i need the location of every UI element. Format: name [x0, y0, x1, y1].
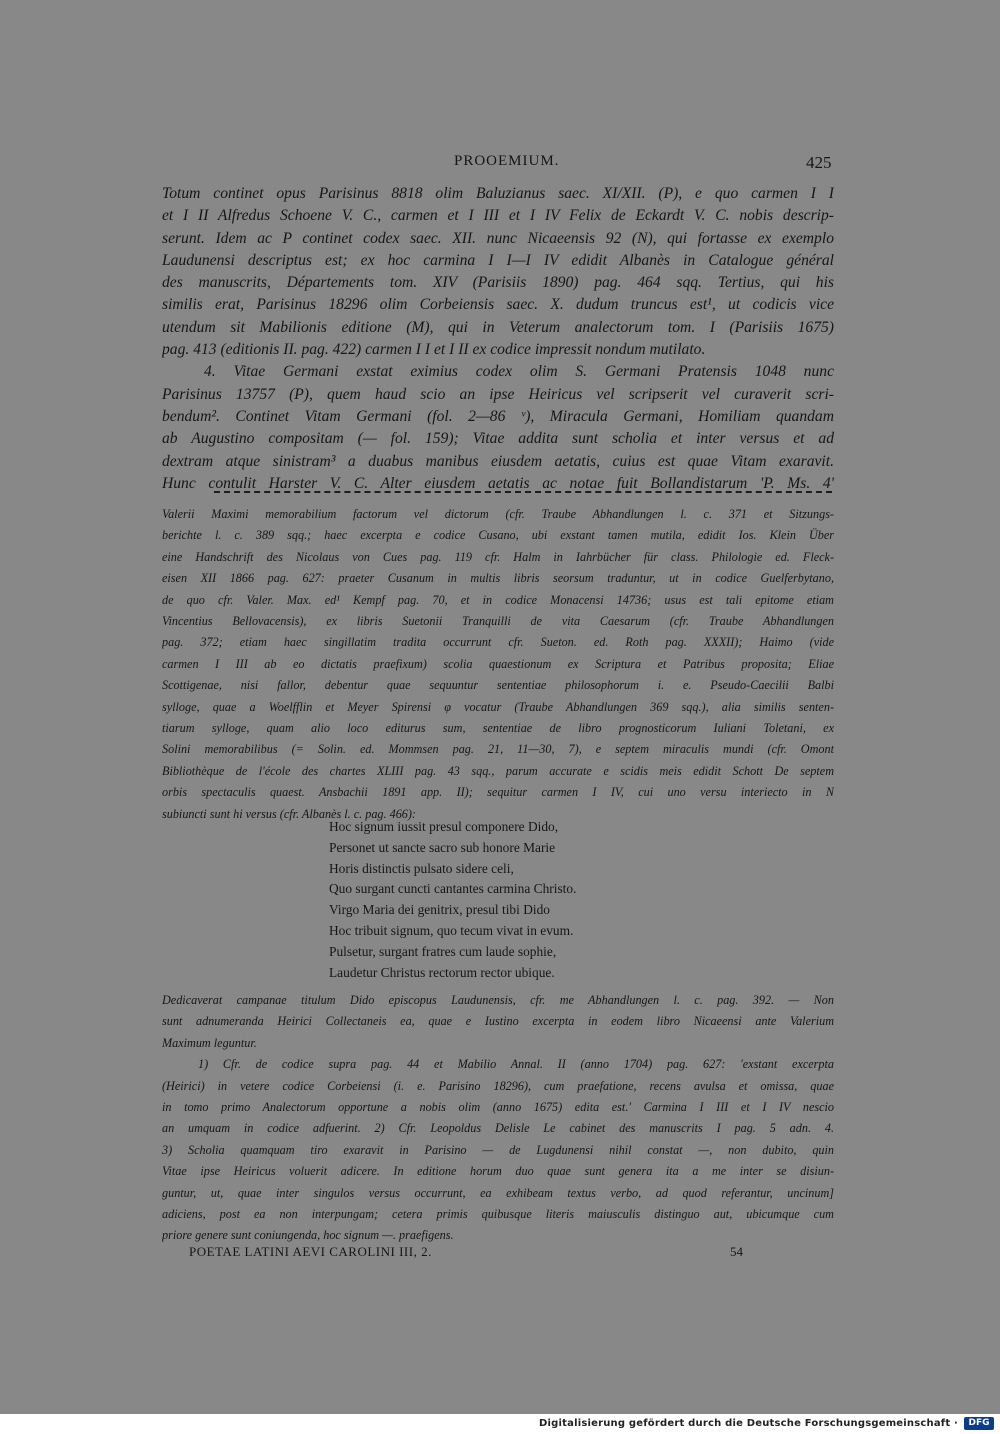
note-line: pag. 372; etiam haec singillatim tradita occurrunt cfr. Sueton. ed. Roth pag. XXXII); Haimo (vide — [162, 635, 834, 650]
footnotes — [162, 990, 834, 1247]
dfg-logo[interactable]: DFG — [964, 1417, 994, 1430]
note-line: subiuncti sunt hi versus (cfr. Albanès l. c. pag. 466): — [162, 806, 416, 821]
note-line: berichte l. c. 389 sqq.; haec excerpta e codice Cusano, ubi exstant tamen mutila, edidit Ios. Klein Über — [162, 528, 834, 543]
verse-line: Laudetur Christus rectorum rector ubique. — [329, 964, 555, 980]
footnote-divider — [214, 491, 832, 493]
main-line: pag. 413 (editionis II. pag. 422) carmen I I et I II ex codice impressit nondum mutilato. — [162, 341, 706, 359]
note-line: Maximum leguntur. — [162, 1035, 257, 1050]
verse-line: Horis distinctis pulsato sidere celi, — [329, 860, 514, 876]
signature-mark: 54 — [730, 1244, 743, 1259]
note-line: carmen I III ab eo dictatis praefixum) scolia quaestionum ex Scriptura et Patribus proposita; Eliae — [162, 656, 834, 671]
note-line: an umquam in codice adfuerint. 2) Cfr. Leopoldus Delisle Le cabinet des manuscrits I pag. 5 adn. 4. — [162, 1121, 834, 1136]
main-line: 4. Vitae Germani exstat eximius codex olim S. Germani Pratensis 1048 nunc — [204, 363, 834, 381]
note-line: eine Handschrift des Nicolaus von Cues pag. 119 cfr. Halm in Iahrbücher für class. Philologie ed. Fleck- — [162, 549, 834, 564]
note-line: Scottigenae, nisi fallor, debentur quae sequuntur sententiae philosophorum i. e. Pseudo-Caecilii Balbi — [162, 678, 834, 693]
main-line: bendum². Continet Vitam Germani (fol. 2—86 ᵛ), Miracula Germani, Homiliam quandam — [162, 407, 834, 425]
main-line: dextram atque sinistram³ a duabus manibus eiusdem aetatis, cuius est quae Vitam exaravit. — [162, 452, 834, 470]
main-line: et I II Alfredus Schoene V. C., carmen et I III et I IV Felix de Eckardt V. C. nobis descrip- — [162, 207, 834, 225]
running-title: PROOEMIUM. — [454, 153, 560, 169]
verse-inscription — [329, 817, 576, 983]
note-line: sylloge, quae a Woelfflin et Meyer Spirensi φ vocatur (Traube Abhandlungen 369 sqq.), alia similis senten- — [162, 699, 834, 714]
main-line: Hunc contulit Harster V. C. Alter eiusdem aetatis ac notae fuit Bollandistarum 'P. Ms. 4' — [162, 474, 834, 492]
main-text — [162, 183, 834, 495]
page-number: 425 — [806, 153, 832, 172]
note-line: guntur, ut, quae inter singulos versus occurrunt, ea exhibeam textus verbo, ad quod referantur, uncinum] — [162, 1185, 834, 1200]
main-line: des manuscrits, Départements tom. XIV (Parisiis 1890) pag. 464 sqq. Tertius, qui his — [162, 274, 834, 292]
note-line: 1) Cfr. de codice supra pag. 44 et Mabilio Annal. II (anno 1704) pag. 627: 'exstant excerpta — [198, 1057, 834, 1072]
note-line: sunt adnumeranda Heirici Collectaneis ea, quae e Iustino excerpta in eodem libro Nicaeensi ante Valerium — [162, 1014, 834, 1029]
note-line: de quo cfr. Valer. Max. ed¹ Kempf pag. 70, et in codice Monacensi 14736; usus est tali epitome etiam — [162, 592, 834, 607]
note-line: 3) Scholia quamquam tiro exaravit in Parisino — de Lugdunensi nihil constat —, non dubito, quin — [162, 1142, 834, 1157]
main-line: Laudunensi descriptus est; ex hoc carmina I I—I IV edidit Albanès in Catalogue général — [162, 251, 834, 269]
note-line: orbis spectaculis quaest. Ansbachii 1891 app. II); sequitur carmen I IV, cui uno versu interiecto in N — [162, 785, 834, 800]
note-line: in tomo primo Analectorum opportune a nobis olim (anno 1675) edita est.' Carmina I III et I IV nescio — [162, 1100, 834, 1115]
note-line: tiarum sylloge, quam alio loco editurus sum, sententiae de libro prognosticorum Iuliani Toletani, ex — [162, 721, 834, 736]
series-title: POETAE LATINI AEVI CAROLINI III, 2. — [189, 1244, 432, 1259]
digitization-banner — [0, 1414, 1000, 1434]
note-line: Vincentius Bellovacensis), ex libris Suetonii Tranquilli de vita Caesarum (cfr. Traube Abhandlungen — [162, 614, 834, 629]
main-line: utendum sit Mabilionis editione (M), qui in Veterum analectorum tom. I (Parisiis 1675) — [162, 318, 834, 336]
running-header — [0, 153, 1000, 177]
verse-line: Personet ut sancte sacro sub honore Marie — [329, 839, 556, 855]
verse-line: Hoc signum iussit presul componere Dido, — [329, 819, 559, 834]
main-line: serunt. Idem ac P continet codex saec. XII. nunc Nicaeensis 92 (N), qui fortasse ex exemplo — [162, 229, 834, 247]
page-footer — [0, 1244, 1000, 1264]
verse-line: Hoc tribuit signum, quo tecum vivat in evum. — [329, 922, 574, 938]
note-line: priore genere sunt coniungenda, hoc signum —. praefigens. — [162, 1228, 454, 1243]
note-line: eisen XII 1866 pag. 627: praeter Cusanum in multis libris seorsum traduntur, ut in codice Guelferbytano, — [162, 571, 834, 586]
note-line: Vitae ipse Heiricus voluerit adicere. In editione horum duo quae sunt genera ita a me inter se disiun- — [162, 1164, 834, 1179]
note-line: Dedicaverat campanae titulum Dido episcopus Laudunensis, cfr. me Abhandlungen l. c. pag. 392. — Non — [162, 993, 834, 1007]
verse-line: Pulsetur, surgant fratres cum laude sophie, — [329, 943, 557, 959]
main-line: Totum continet opus Parisinus 8818 olim Baluzianus saec. XI/XII. (P), e quo carmen I I — [162, 185, 834, 202]
note-line: (Heirici) in vetere codice Corbeiensi (i. e. Parisino 18296), cum praefatione, recens avulsa et omissa, quae — [162, 1078, 834, 1093]
note-line: Solini memorabilibus (= Solin. ed. Mommsen pag. 21, 11—30, 7), e septem miraculis mundi (cfr. Omont — [162, 742, 834, 757]
note-line: adiciens, post ea non interpungam; cetera primis quibusque literis maiusculis distinguo aut, ubicumque cum — [162, 1207, 834, 1222]
main-line: Parisinus 13757 (P), quem haud scio an ipse Heiricus vel scripserit vel curaverit scri- — [162, 385, 834, 403]
funding-note: Digitalisierung gefördert durch die Deutsche Forschungsgemeinschaft · — [539, 1418, 958, 1429]
note-line: Valerii Maximi memorabilium factorum vel dictorum (cfr. Traube Abhandlungen l. c. 371 et Sitzungs- — [162, 507, 834, 521]
note-line: Bibliothèque de l'école des chartes XLIII pag. 43 sqq., parum accurate e scidis meis edidit Schott De septem — [162, 763, 834, 778]
footnote-continuation — [162, 504, 834, 825]
main-line: similis erat, Parisinus 18296 olim Corbeiensis saec. X. dudum truncus est¹, ut codicis vice — [162, 296, 834, 314]
verse-line: Virgo Maria dei genitrix, presul tibi Dido — [329, 902, 550, 918]
verse-line: Quo surgant cuncti cantantes carmina Christo. — [329, 881, 577, 897]
main-line: ab Augustino compositam (— fol. 159); Vitae addita sunt scholia et inter versus et ad — [162, 430, 834, 448]
